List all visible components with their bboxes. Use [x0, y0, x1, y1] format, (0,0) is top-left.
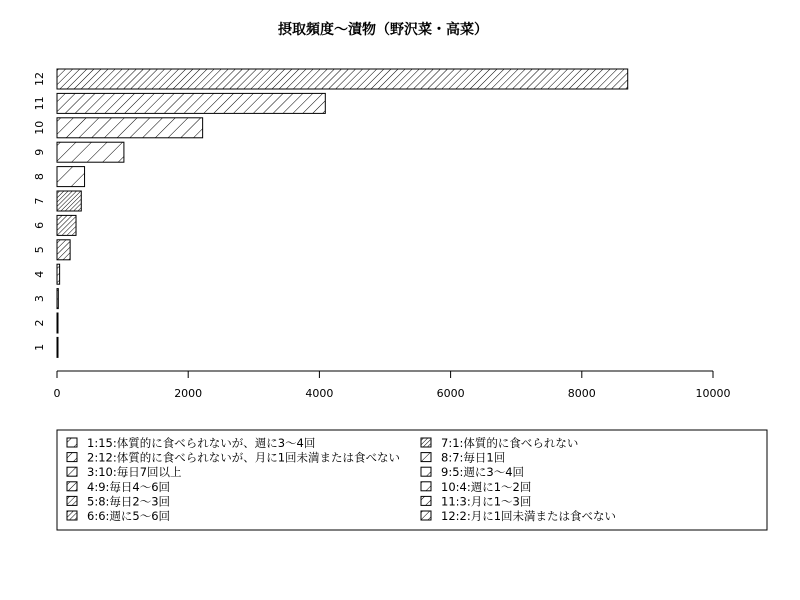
bar-12 [57, 69, 628, 89]
legend [57, 430, 767, 530]
bar-10 [57, 118, 203, 138]
legend-swatch [67, 453, 77, 462]
y-tick-label: 1 [33, 343, 46, 351]
y-tick-label: 12 [33, 72, 46, 86]
bar-11 [57, 93, 325, 113]
legend-label: 5:8:毎日2～3回 [87, 494, 171, 509]
legend-label: 10:4:週に1～2回 [441, 479, 532, 494]
y-tick-label: 7 [33, 197, 46, 205]
x-tick-label: 6000 [436, 387, 465, 400]
y-tick-label: 2 [33, 319, 46, 327]
x-axis [54, 371, 731, 400]
chart-title: 摂取頻度～漬物（野沢菜・高菜） [278, 22, 488, 38]
legend-swatch [421, 467, 431, 476]
bars-group [57, 69, 628, 357]
legend-swatch [67, 511, 77, 520]
x-tick-label: 10000 [695, 387, 731, 400]
y-axis [33, 72, 46, 351]
y-tick-label: 5 [33, 246, 46, 254]
legend-swatch [67, 496, 77, 505]
legend-label: 7:1:体質的に食べられない [441, 436, 579, 450]
y-tick-label: 9 [33, 148, 46, 156]
legend-swatch [421, 438, 431, 447]
x-tick-label: 2000 [174, 387, 203, 400]
legend-swatch [421, 453, 431, 462]
legend-label: 4:9:毎日4～6回 [87, 479, 171, 494]
legend-swatch [67, 438, 77, 447]
bar-7 [57, 191, 81, 211]
legend-swatch [421, 496, 431, 505]
bar-3 [57, 289, 58, 309]
legend-label: 3:10:毎日7回以上 [87, 465, 182, 480]
legend-label: 6:6:週に5～6回 [87, 509, 171, 523]
bar-1 [57, 337, 58, 357]
legend-swatch [67, 482, 77, 491]
bar-6 [57, 215, 76, 235]
bar-8 [57, 167, 85, 187]
legend-swatch [421, 482, 431, 491]
legend-label: 2:12:体質的に食べられないが、月に1回未満または食べない [87, 450, 401, 465]
y-tick-label: 10 [33, 120, 46, 135]
legend-swatch [421, 511, 431, 520]
y-tick-label: 6 [33, 221, 46, 229]
legend-label: 12:2:月に1回未満または食べない [441, 509, 617, 523]
x-tick-label: 8000 [567, 387, 596, 400]
legend-swatch [67, 467, 77, 476]
x-tick-label: 4000 [305, 387, 334, 400]
legend-label: 9:5:週に3～4回 [441, 465, 525, 480]
bar-2 [57, 313, 58, 333]
bar-9 [57, 142, 124, 162]
y-tick-label: 4 [33, 270, 46, 278]
y-tick-label: 11 [33, 96, 46, 111]
legend-label: 8:7:毎日1回 [441, 450, 506, 465]
bar-5 [57, 240, 70, 260]
legend-label: 1:15:体質的に食べられないが、週に3～4回 [87, 436, 316, 450]
x-tick-label: 0 [53, 387, 61, 400]
legend-label: 11:3:月に1～3回 [441, 494, 532, 509]
y-tick-label: 8 [33, 173, 46, 181]
y-tick-label: 3 [33, 295, 46, 303]
bar-4 [57, 264, 60, 284]
